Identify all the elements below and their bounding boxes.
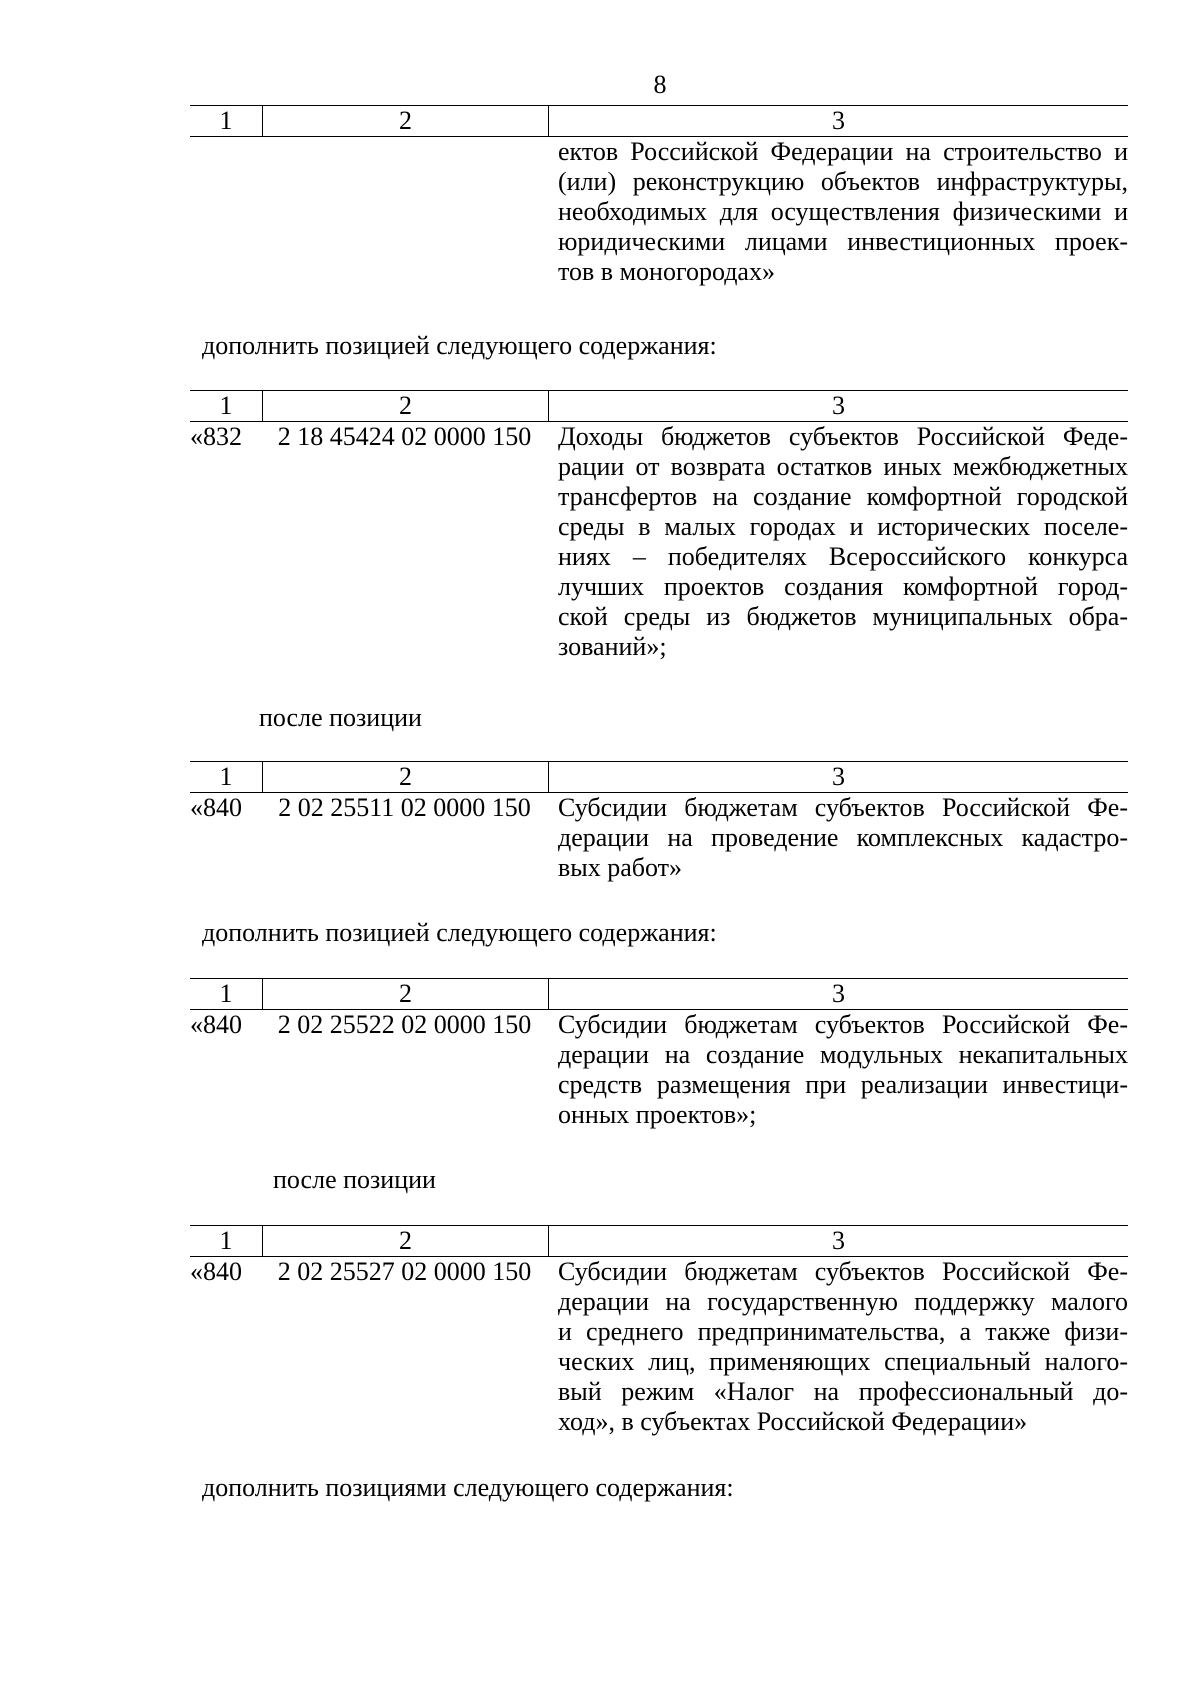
desc-line: средств размещения при реализации инвестици- [558, 1070, 1128, 1099]
desc-line: Субсидии бюджетам субъектов Российской Фе- [558, 1257, 1128, 1286]
row-description [547, 137, 1128, 287]
row-code: «840 [190, 1257, 242, 1286]
desc-line: дерации на государственную поддержку малого [558, 1287, 1128, 1316]
header-col-2: 2 [262, 391, 548, 421]
header-col-3: 3 [548, 106, 1128, 136]
desc-line: дерации на проведение комплексных кадастро- [558, 823, 1128, 852]
desc-line: юридическими лицами инвестиционных проек- [558, 227, 1128, 256]
row-description [547, 1257, 1128, 1437]
row-code [190, 137, 262, 287]
header-col-1: 1 [219, 106, 233, 135]
table-row [190, 1010, 1128, 1130]
desc-line: Субсидии бюджетам субъектов Российской Фе- [558, 793, 1128, 822]
desc-line: среды в малых городах и исторических поселе- [558, 512, 1128, 541]
instruction-paragraph: после позиции [273, 1165, 436, 1194]
table-block-3 [190, 761, 1128, 883]
table-block-5 [190, 1225, 1128, 1437]
desc-line: рации от возврата остатков иных межбюджетных [558, 452, 1128, 481]
row-kbk [262, 137, 547, 287]
header-col-3: 3 [548, 762, 1128, 792]
desc-line: (или) реконструкцию объектов инфраструктуры, [558, 167, 1128, 196]
desc-line: ектов Российской Федерации на строительство и [558, 137, 1128, 166]
header-col-1: 1 [219, 391, 233, 420]
row-description [547, 422, 1128, 662]
table-row [190, 1257, 1128, 1437]
header-col-3: 3 [548, 979, 1128, 1009]
header-col-1: 1 [219, 762, 233, 791]
table-block-1 [190, 105, 1128, 287]
instruction-paragraph: дополнить позициями следующего содержания: [202, 1473, 734, 1502]
header-col-1: 1 [219, 1226, 233, 1255]
table-header [190, 978, 1128, 1010]
desc-line: тов в моногородах» [558, 257, 775, 286]
instruction-paragraph: после позиции [259, 703, 422, 732]
desc-line: трансфертов на создание комфортной городской [558, 482, 1128, 511]
row-description [547, 793, 1128, 883]
desc-line: ход», в субъектах Российской Федерации» [558, 1407, 1028, 1436]
desc-line: Субсидии бюджетам субъектов Российской Фе- [558, 1010, 1128, 1039]
header-col-2: 2 [262, 762, 548, 792]
desc-line: Доходы бюджетов субъектов Российской Феде- [558, 422, 1128, 451]
table-row [190, 422, 1128, 662]
desc-line: ческих лиц, применяющих специальный налого- [558, 1347, 1128, 1376]
row-kbk: 2 18 45424 02 0000 150 [277, 422, 532, 451]
desc-line: ниях – победителях Всероссийского конкурса [558, 542, 1128, 571]
table-block-2 [190, 390, 1128, 662]
desc-line: лучших проектов создания комфортной город- [558, 572, 1128, 601]
header-col-3: 3 [548, 391, 1128, 421]
desc-line: дерации на создание модульных некапитальных [558, 1040, 1128, 1069]
row-kbk: 2 02 25522 02 0000 150 [277, 1010, 532, 1039]
instruction-paragraph: дополнить позицией следующего содержания: [202, 918, 717, 947]
desc-line: вый режим «Налог на профессиональный до- [558, 1377, 1128, 1406]
row-code: «832 [190, 422, 242, 451]
header-col-2: 2 [262, 106, 548, 136]
desc-line: вых работ» [558, 853, 683, 882]
row-kbk: 2 02 25527 02 0000 150 [277, 1257, 532, 1286]
desc-line: и среднего предпринимательства, а также физи- [558, 1317, 1128, 1346]
header-col-2: 2 [262, 1226, 548, 1256]
table-row [190, 793, 1128, 883]
table-header [190, 105, 1128, 137]
row-code: «840 [190, 1010, 242, 1039]
instruction-paragraph: дополнить позицией следующего содержания: [202, 331, 717, 360]
table-header [190, 761, 1128, 793]
header-col-1: 1 [219, 979, 233, 1008]
table-block-4 [190, 978, 1128, 1130]
table-row [190, 137, 1128, 287]
row-kbk: 2 02 25511 02 0000 150 [278, 793, 531, 822]
desc-line: необходимых для осуществления физическими и [558, 197, 1128, 226]
desc-line: ской среды из бюджетов муниципальных обра- [558, 602, 1128, 631]
table-header [190, 1225, 1128, 1257]
header-col-2: 2 [262, 979, 548, 1009]
header-col-3: 3 [548, 1226, 1128, 1256]
table-header [190, 390, 1128, 422]
row-code: «840 [190, 793, 242, 822]
desc-line: зований»; [558, 632, 667, 661]
page-number: 8 [653, 70, 667, 99]
desc-line: онных проектов»; [558, 1100, 757, 1129]
row-description [547, 1010, 1128, 1130]
